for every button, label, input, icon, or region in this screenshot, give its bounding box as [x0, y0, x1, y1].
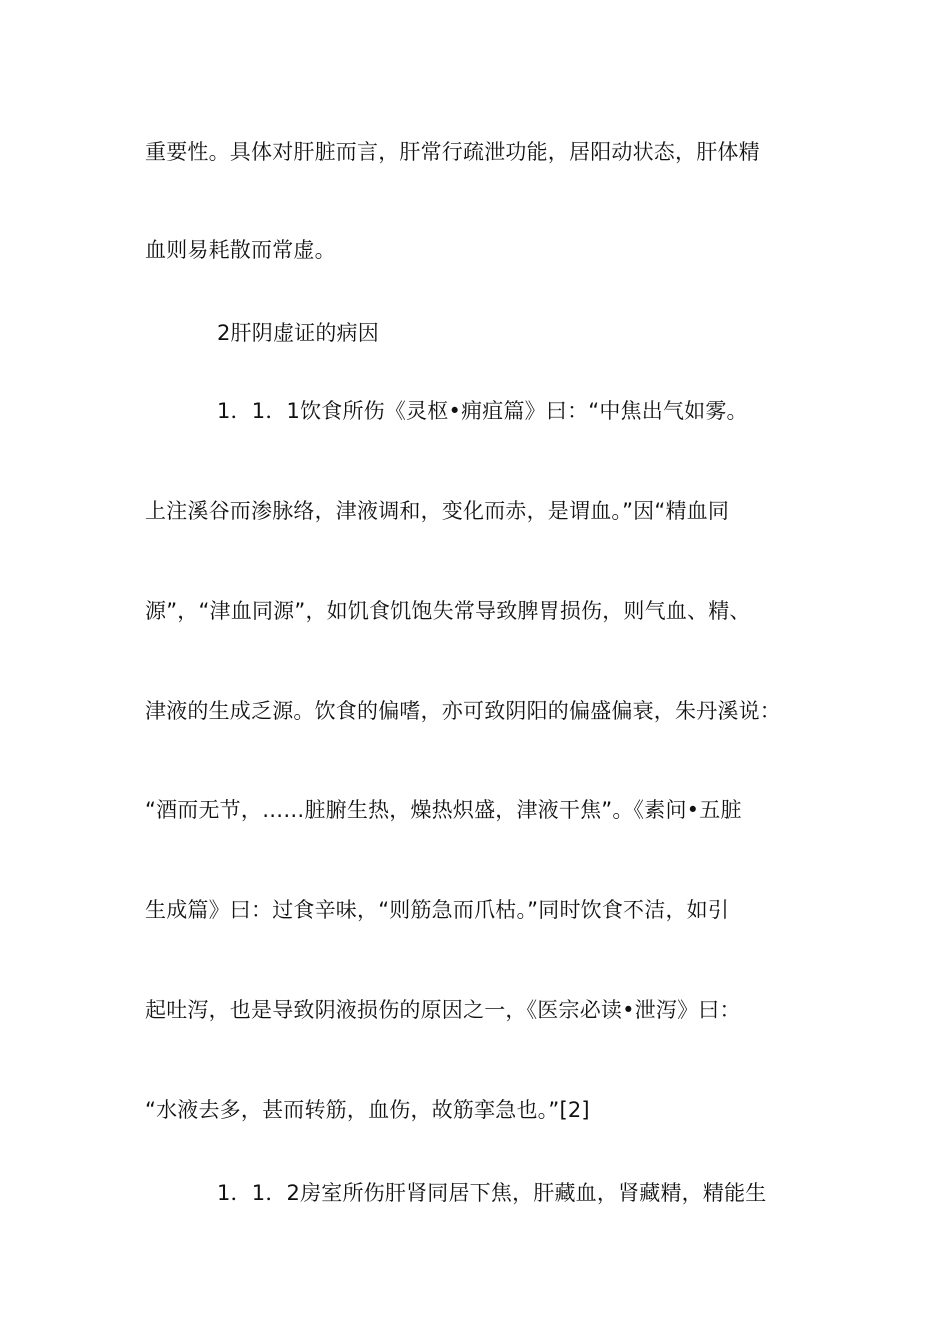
body-text-line: “水液去多，甚而转筋，血伤，故筋挛急也。”[2]	[145, 1098, 590, 1122]
body-text-line: 重要性。具体对肝脏而言，肝常行疏泄功能，居阳动状态，肝体精	[145, 140, 760, 164]
body-text-line: 津液的生成乏源。饮食的偏嗜，亦可致阴阳的偏盛偏衰，朱丹溪说：	[145, 699, 781, 723]
body-text-line: 血则易耗散而常虚。	[145, 238, 336, 262]
body-text-line: 上注溪谷而渗脉络，津液调和，变化而赤，是谓血。”因“精血同	[145, 499, 730, 523]
subsection-heading-line: 1．1．1饮食所伤《灵枢•痈疽篇》曰：“中焦出气如雾。	[217, 399, 748, 423]
body-text-line: 起吐泻，也是导致阴液损伤的原因之一，《医宗必读•泄泻》曰：	[145, 998, 741, 1022]
body-text-line: 源”，“津血同源”，如饥食饥饱失常导致脾胃损伤，则气血、精、	[145, 599, 751, 623]
subsection-heading-line: 1．1．2房室所伤肝肾同居下焦，肝藏血，肾藏精，精能生	[217, 1181, 767, 1205]
section-heading: 2肝阴虚证的病因	[217, 321, 379, 345]
body-text-line: “酒而无节，……脏腑生热，燥热炽盛，津液干焦”。《素问•五脏	[145, 798, 742, 822]
body-text-line: 生成篇》曰：过食辛味，“则筋急而爪枯。”同时饮食不洁，如引	[145, 898, 730, 922]
